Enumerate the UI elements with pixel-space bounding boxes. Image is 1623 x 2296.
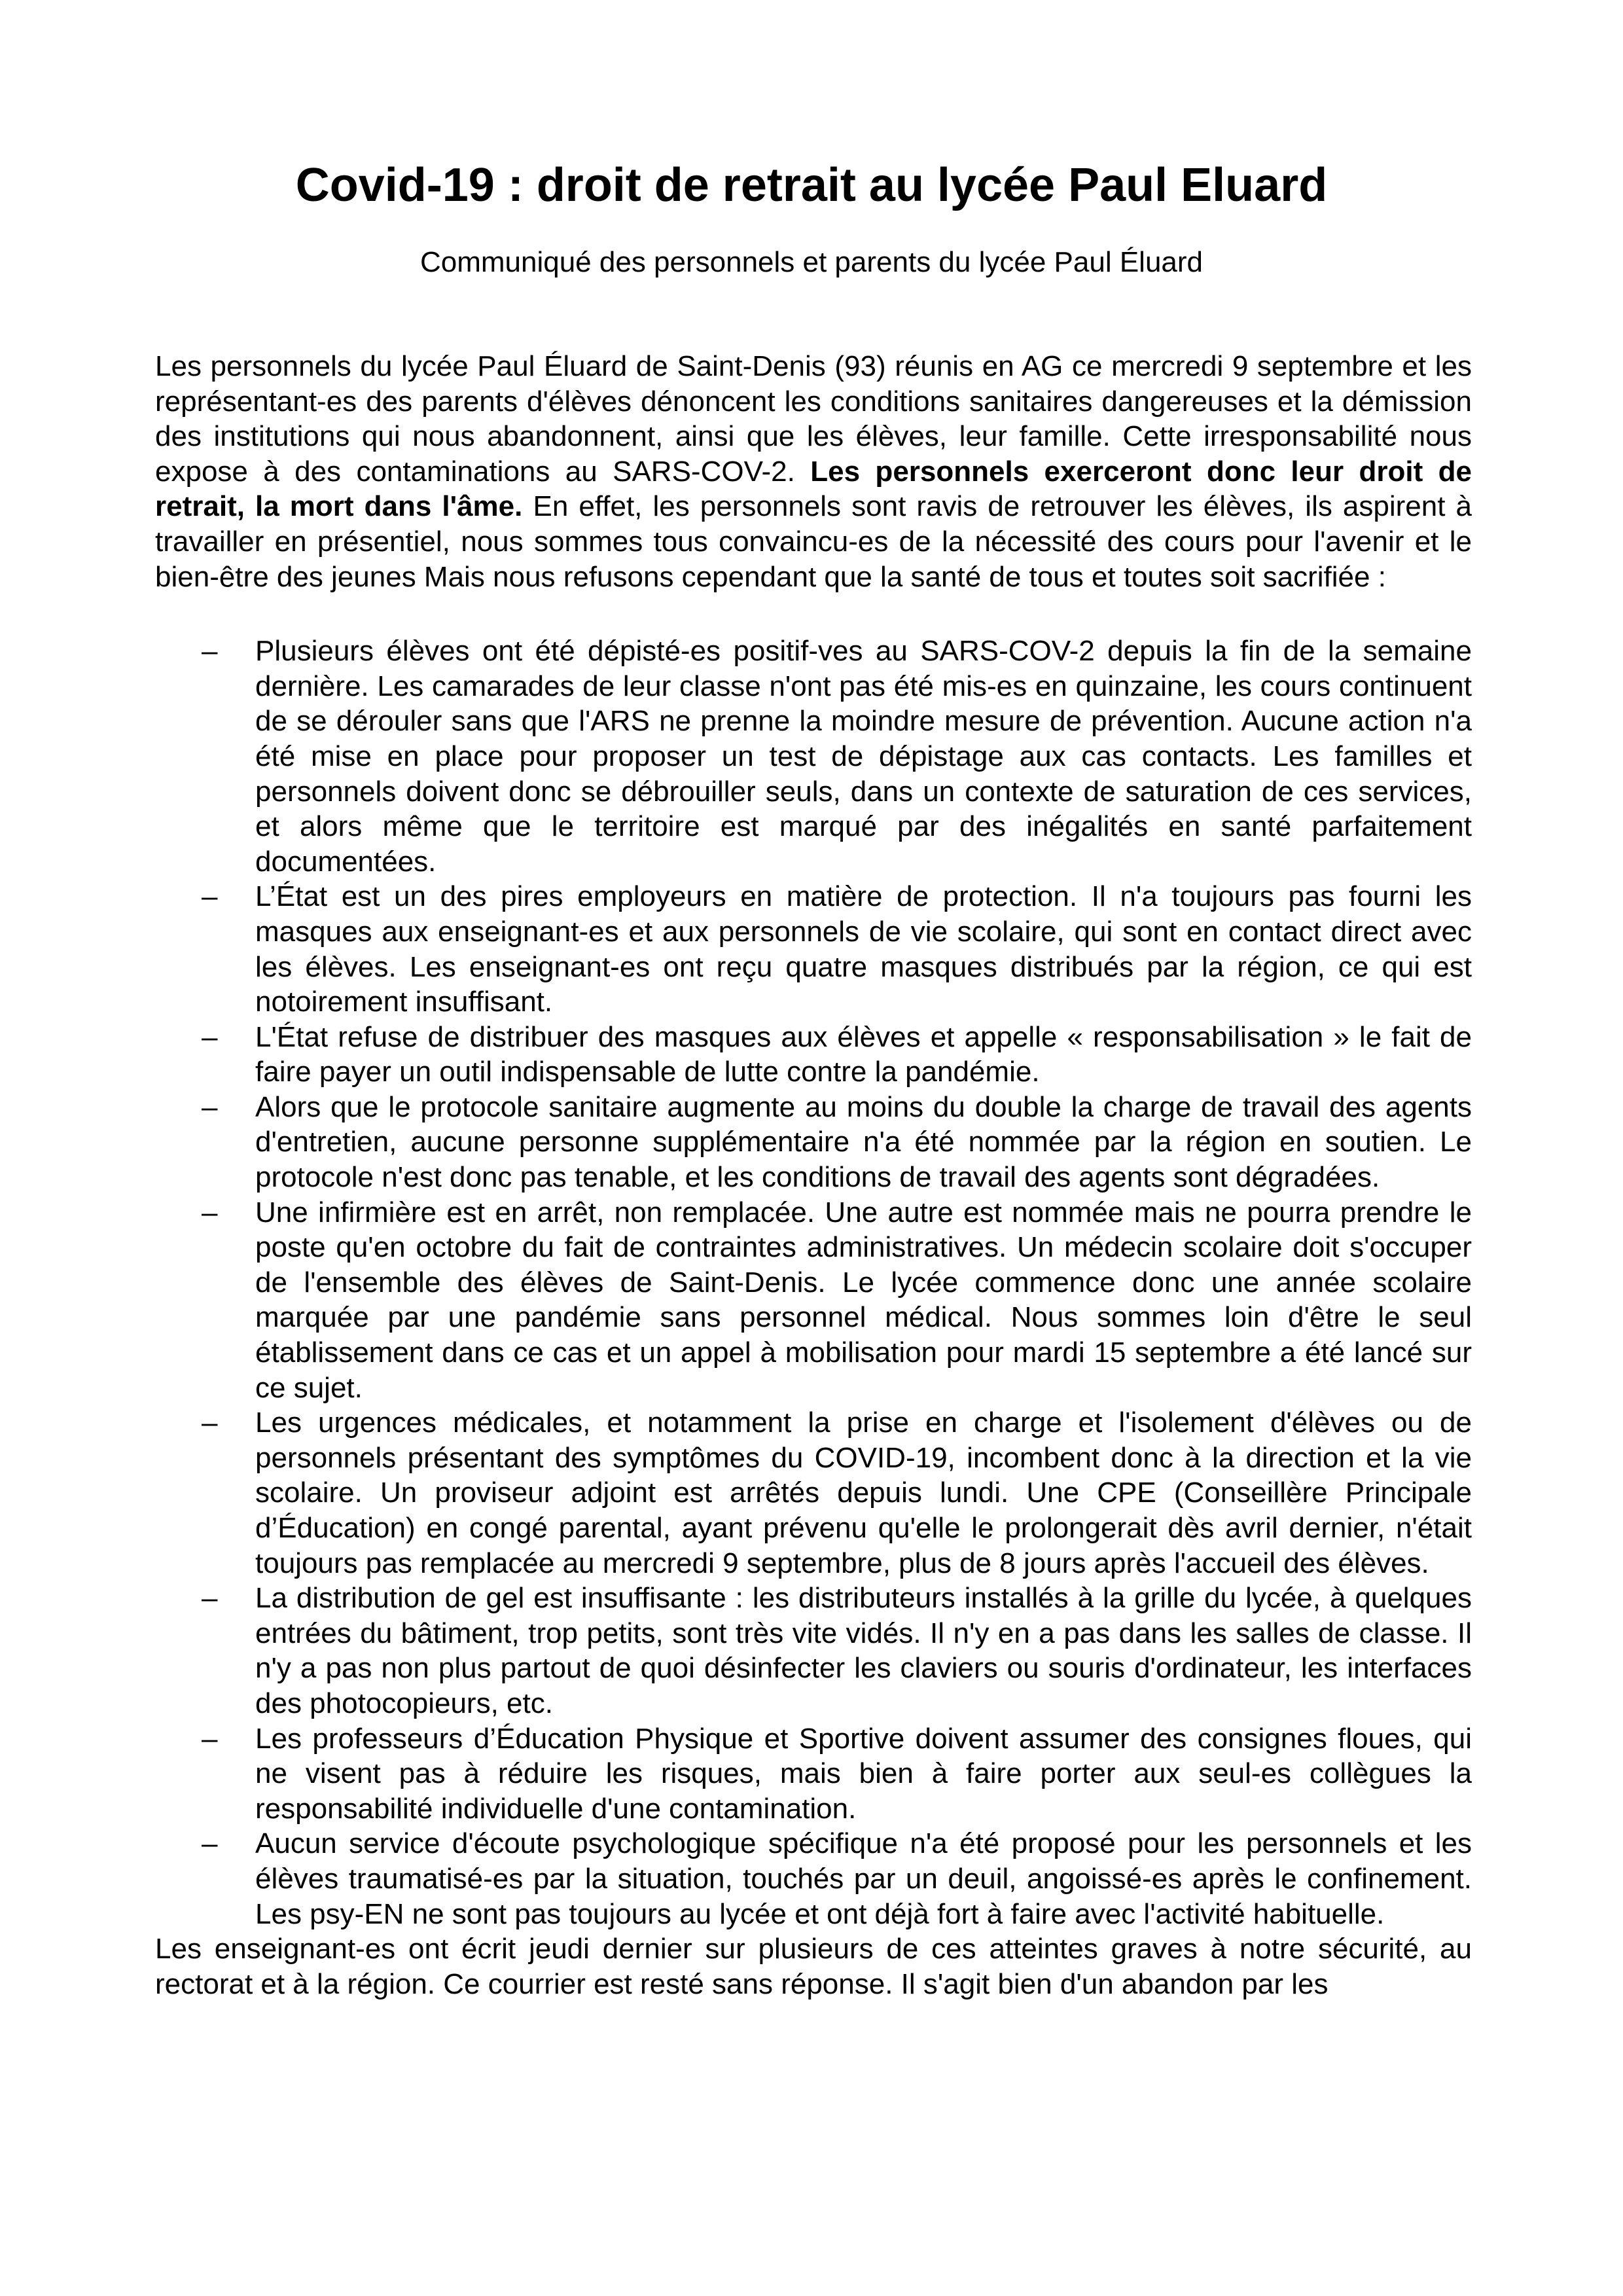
intro-paragraph	[155, 349, 1472, 594]
list-item-text: Plusieurs élèves ont été dépisté-es positif-ves au SARS-COV-2 depuis la fin de la semaine dernière. Les camarades de leur classe n'ont pas été mis-es en quinzaine, les cours continuent de se dérouler sans que l'ARS ne prenne la moindre mesure de prévention. Aucune action n'a été mise en place pour proposer un test de dépistage aux cas contacts. Les familles et personnels doivent donc se débrouiller seuls, dans un contexte de saturation de ces services, et alors même que le territoire est marqué par des inégalités en santé parfaitement documentées.	[255, 635, 1472, 878]
list-item	[155, 1721, 1472, 1827]
list-item	[155, 1581, 1472, 1721]
list-item-text: Les professeurs d’Éducation Physique et Sportive doivent assumer des consignes floues, qui ne visent pas à réduire les risques, mais bien à faire porter aux seul-es collègues la responsabilité individuelle d'une contamination.	[255, 1722, 1472, 1825]
list-item-text: Une infirmière est en arrêt, non remplacée. Une autre est nommée mais ne pourra prendre le poste qu'en octobre du fait de contraintes administratives. Un médecin scolaire doit s'occuper de l'ensemble des élèves de Saint-Denis. Le lycée commence donc une année scolaire marquée par une pandémie sans personnel médical. Nous sommes loin d'être le seul établissement dans ce cas et un appel à mobilisation pour mardi 15 septembre a été lancé sur ce sujet.	[255, 1196, 1472, 1404]
list-item-text: L’État est un des pires employeurs en matière de protection. Il n'a toujours pas fourni les masques aux enseignant-es et aux personnels de vie scolaire, qui sont en contact direct avec les élèves. Les enseignant-es ont reçu quatre masques distribués par la région, ce qui est notoirement insuffisant.	[255, 880, 1472, 1018]
dash-bullet: –	[202, 635, 218, 668]
list-item	[155, 1405, 1472, 1581]
document-subtitle: Communiqué des personnels et parents du lycée Paul Éluard	[419, 246, 1204, 278]
document-body	[155, 349, 1472, 2001]
list-item	[155, 1090, 1472, 1195]
grievance-list	[155, 634, 1472, 1931]
dash-bullet: –	[202, 1090, 218, 1123]
document-title: Covid-19 : droit de retrait au lycée Paul Eluard	[295, 159, 1328, 211]
list-item-text: Les urgences médicales, et notamment la prise en charge et l'isolement d'élèves ou de personnels présentant des symptômes du COVID-19, incombent donc à la direction et la vie scolaire. Un proviseur adjoint est arrêtés depuis lundi. Une CPE (Conseillère Principale d’Éducation) en congé parental, ayant prévenu qu'elle le prolongerait dès avril dernier, n'était toujours pas remplacée au mercredi 9 septembre, plus de 8 jours après l'accueil des élèves.	[255, 1407, 1472, 1579]
closing-paragraph: Les enseignant-es ont écrit jeudi dernier sur plusieurs de ces atteintes graves à notre sécurité, au rectorat et à la région. Ce courrier est resté sans réponse. Il s'agit bien d'un abandon par les	[155, 1933, 1472, 2000]
dash-bullet: –	[202, 1827, 218, 1860]
dash-bullet: –	[202, 880, 218, 913]
list-item	[155, 1020, 1472, 1090]
list-item	[155, 879, 1472, 1019]
dash-bullet: –	[202, 1407, 218, 1439]
dash-bullet: –	[202, 1020, 218, 1053]
intro-bold-statement: Les personnels exerceront donc leur droit de retrait, la mort dans l'âme.	[155, 455, 1472, 523]
dash-bullet: –	[202, 1196, 218, 1229]
intro-text-start: Les personnels du lycée Paul Éluard de Saint-Denis (93) réunis en AG ce mercredi 9 septembre et les représentant-es des parents d'élèves dénoncent les conditions sanitaires dangereuses et la démission des institutions qui nous abandonnent, ainsi que les élèves, leur famille. Cette irresponsabilité nous expose à des contaminations au SARS-COV-2.	[155, 350, 1472, 488]
list-item-text: Alors que le protocole sanitaire augmente au moins du double la charge de travail des agents d'entretien, aucune personne supplémentaire n'a été nommée par la région en soutien. Le protocole n'est donc pas tenable, et les conditions de travail des agents sont dégradées.	[255, 1090, 1472, 1194]
list-item	[155, 1195, 1472, 1406]
list-item-text: Aucun service d'écoute psychologique spécifique n'a été proposé pour les personnels et les élèves traumatisé-es par la situation, touchés par un deuil, angoissé-es après le confinement. Les psy-EN ne sont pas toujours au lycée et ont déjà fort à faire avec l'activité habituelle.	[255, 1827, 1472, 1930]
intro-text-end: En effet, les personnels sont ravis de retrouver les élèves, ils aspirent à travailler en présentiel, nous sommes tous convaincu-es de la nécessité des cours pour l'avenir et le bien-être des jeunes Mais nous refusons cependant que la santé de tous et toutes soit sacrifiée :	[155, 490, 1472, 593]
dash-bullet: –	[202, 1582, 218, 1615]
list-item-text: La distribution de gel est insuffisante : les distributeurs installés à la grille du lycée, à quelques entrées du bâtiment, trop petits, sont très vite vidés. Il n'y en a pas dans les salles de classe. Il n'y a pas non plus partout de quoi désinfecter les claviers ou souris d'ordinateur, les interfaces des photocopieurs, etc.	[255, 1582, 1472, 1719]
list-item	[155, 1826, 1472, 1931]
dash-bullet: –	[202, 1722, 218, 1755]
list-item	[155, 634, 1472, 879]
list-item-text: L'État refuse de distribuer des masques aux élèves et appelle « responsabilisation » le fait de faire payer un outil indispensable de lutte contre la pandémie.	[255, 1020, 1472, 1088]
